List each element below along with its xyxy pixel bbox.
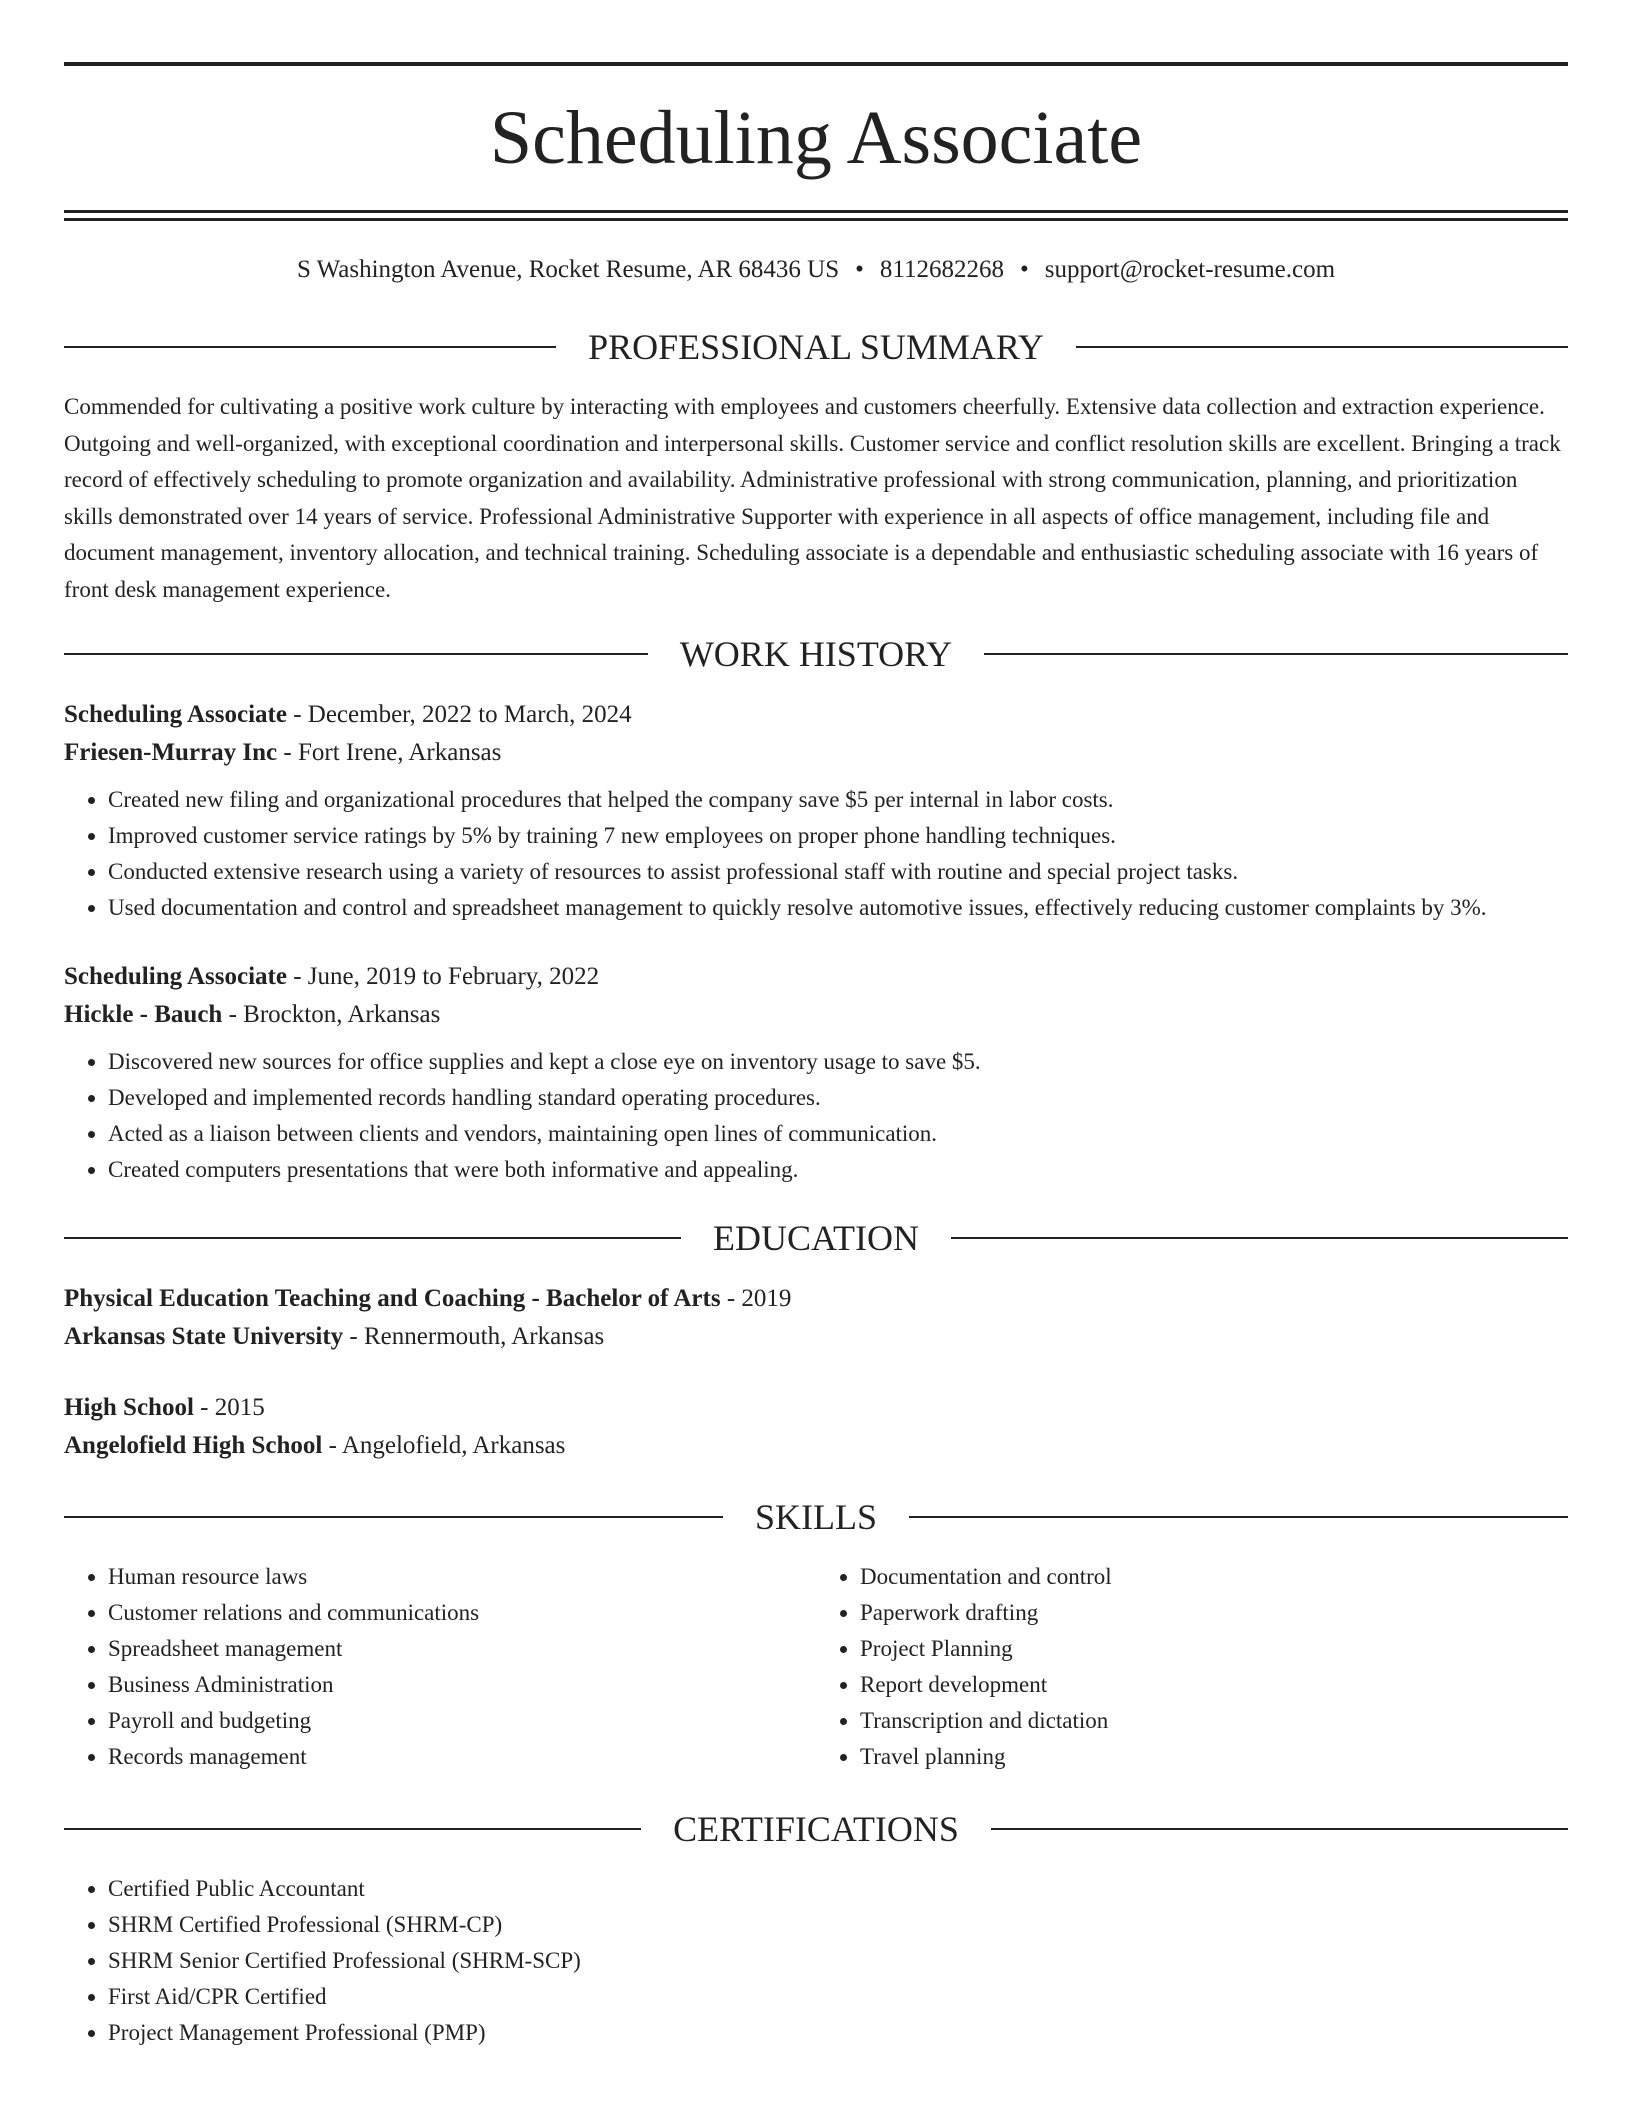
job-entry: [64, 958, 1568, 1188]
education-degree: Physical Education Teaching and Coaching - Bachelor of Arts: [64, 1285, 721, 1312]
job-location: - Brockton, Arkansas: [222, 1001, 441, 1028]
education-school-line: [64, 1318, 1568, 1356]
contact-separator: •: [855, 256, 864, 283]
certifications-list: [64, 1871, 1568, 2051]
contact-address: S Washington Avenue, Rocket Resume, AR 68436 US: [296, 256, 840, 283]
section-title-text: WORK HISTORY: [679, 634, 953, 674]
job-company: Hickle - Bauch: [64, 1001, 223, 1028]
job-role: Scheduling Associate: [64, 963, 287, 990]
education-location: - Rennermouth, Arkansas: [343, 1323, 605, 1350]
resume-page: [64, 0, 1568, 2051]
section-title-work-history: [64, 636, 1568, 672]
list-item: • Human resource laws: [108, 1559, 816, 1595]
contact-separator: •: [1019, 256, 1029, 283]
list-item: • Documentation and control: [860, 1559, 1568, 1595]
list-item: • Spreadsheet management: [108, 1631, 816, 1667]
contact-phone: 8112682268: [879, 256, 1004, 283]
entry-spacer: [64, 926, 1568, 958]
job-bullets: [64, 782, 1568, 926]
entry-spacer: [64, 1356, 1568, 1389]
list-item: • Project Management Professional (PMP): [108, 2015, 1568, 2051]
list-item: • Used documentation and control and spreadsheet management to quickly resolve automotive issues, effectively reducing customer complaints by 3%.: [108, 890, 1568, 926]
education-year: - 2019: [720, 1285, 792, 1312]
list-item: • Paperwork drafting: [860, 1595, 1568, 1631]
job-dates: - June, 2019 to February, 2022: [286, 963, 600, 990]
list-item: • SHRM Senior Certified Professional (SHRM-SCP): [108, 1943, 1568, 1979]
list-item: • Transcription and dictation: [860, 1703, 1568, 1739]
header-double-rule: [64, 210, 1568, 221]
contact-line: [64, 255, 1568, 285]
education-school-line: [64, 1427, 1568, 1465]
list-item: • Acted as a liaison between clients and vendors, maintaining open lines of communication.: [108, 1116, 1568, 1152]
list-item: • Travel planning: [860, 1739, 1568, 1775]
education-degree-line: [64, 1280, 1568, 1318]
job-entry: [64, 696, 1568, 926]
section-title-certifications: [64, 1811, 1568, 1847]
section-title-summary: [64, 329, 1568, 365]
list-item: • Conducted extensive research using a variety of resources to assist professional staff with routine and special project tasks.: [108, 854, 1568, 890]
resume-name: Scheduling Associate: [489, 96, 1143, 180]
section-title-education: [64, 1220, 1568, 1256]
education-year: - 2015: [193, 1394, 265, 1421]
section-title-skills: [64, 1499, 1568, 1535]
list-item: • Created computers presentations that were both informative and appealing.: [108, 1152, 1568, 1188]
education-location: - Angelofield, Arkansas: [322, 1432, 566, 1459]
list-item: • Created new filing and organizational procedures that helped the company save $5 per internal in labor costs.: [108, 782, 1568, 818]
summary-text: Commended for cultivating a positive work culture by interacting with employees and customers cheerfully. Extensive data collection and extraction experience. Outgoing and well-organized, with exceptional coordination and interpersonal skills. Customer service and conflict resolution skills are excellent. Bringing a track record of effectively scheduling to promote organization and availability. Administrative professional with strong communication, planning, and prioritization skills demonstrated over 14 years of service. Professional Administrative Supporter with experience in all aspects of office management, including file and document management, inventory allocation, and technical training. Scheduling associate is a dependable and enthusiastic scheduling associate with 16 years of front desk management experience.: [64, 394, 1561, 602]
list-item: • Improved customer service ratings by 5% by training 7 new employees on proper phone handling techniques.: [108, 818, 1568, 854]
list-item: • Payroll and budgeting: [108, 1703, 816, 1739]
job-bullets: [64, 1044, 1568, 1188]
skills-list-left: [64, 1559, 816, 1775]
education-degree-line: [64, 1389, 1568, 1427]
list-item: • Developed and implemented records handling standard operating procedures.: [108, 1080, 1568, 1116]
education-entry: [64, 1389, 1568, 1465]
section-title-text: SKILLS: [755, 1497, 878, 1537]
list-item: • Customer relations and communications: [108, 1595, 816, 1631]
list-item: • Business Administration: [108, 1667, 816, 1703]
section-title-text: EDUCATION: [713, 1218, 919, 1258]
contact-email: support@rocket-resume.com: [1044, 256, 1336, 283]
education-entry: [64, 1280, 1568, 1356]
list-item: • Project Planning: [860, 1631, 1568, 1667]
job-title-line: [64, 696, 1568, 734]
list-item: • Certified Public Accountant: [108, 1871, 1568, 1907]
education-school: Angelofield High School: [64, 1432, 323, 1459]
skills-grid: [64, 1559, 1568, 1775]
job-company-line: [64, 734, 1568, 772]
job-dates: - December, 2022 to March, 2024: [286, 701, 632, 728]
section-title-text: PROFESSIONAL SUMMARY: [588, 327, 1044, 367]
job-location: - Fort Irene, Arkansas: [277, 739, 502, 766]
list-item: • Discovered new sources for office supplies and kept a close eye on inventory usage to save $5.: [108, 1044, 1568, 1080]
list-item: • First Aid/CPR Certified: [108, 1979, 1568, 2015]
job-company: Friesen-Murray Inc: [64, 739, 278, 766]
education-school: Arkansas State University: [64, 1323, 344, 1350]
job-title-line: [64, 958, 1568, 996]
list-item: • SHRM Certified Professional (SHRM-CP): [108, 1907, 1568, 1943]
list-item: • Report development: [860, 1667, 1568, 1703]
job-role: Scheduling Associate: [64, 701, 287, 728]
job-company-line: [64, 996, 1568, 1034]
section-title-text: CERTIFICATIONS: [673, 1809, 959, 1849]
list-item: • Records management: [108, 1739, 816, 1775]
skills-list-right: [816, 1559, 1568, 1775]
education-degree: High School: [64, 1394, 194, 1421]
